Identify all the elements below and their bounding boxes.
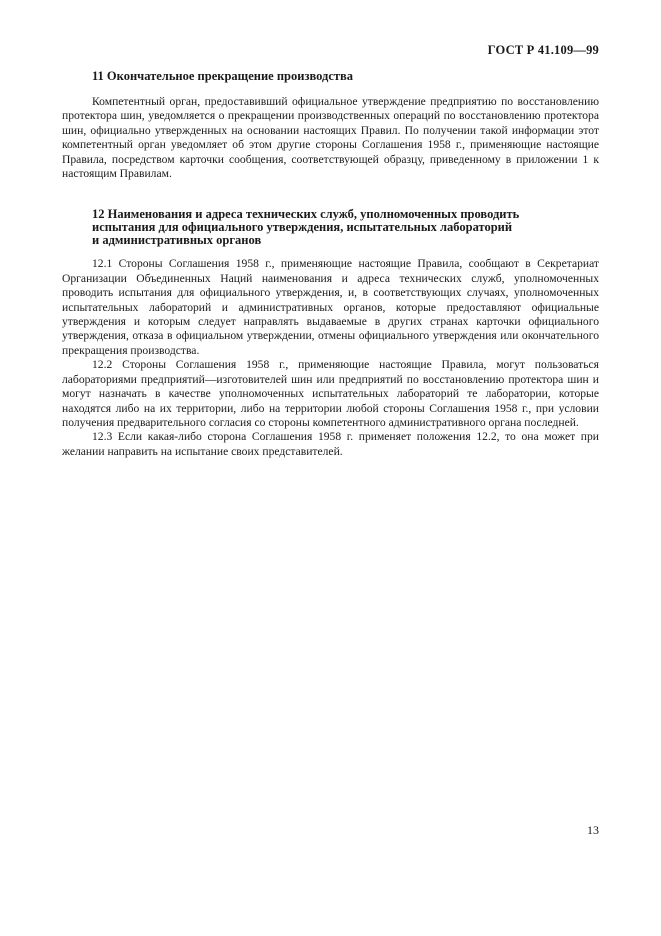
page-content xyxy=(62,70,599,459)
section-11 xyxy=(62,70,599,181)
clause-12-1: 12.1 Стороны Соглашения 1958 г., применяющие настоящие Правила, сообщают в Секретариат Организации Объединенных Наций наименования и адреса технических служб, уполномоченных проводить испытания для официального утверждения, и, в соответствующих случаях, уполномоченных испытательных лабораторий и административных органов, которые предоставляют официальные утверждения и которым следует направлять выдаваемые в других странах карточки официального утверждения, отказа в официальном утверждении, отмены официального утверждения или окончательного прекращения производства. xyxy=(62,257,599,357)
section-12-title-line-3: и административных органов xyxy=(92,233,262,248)
section-12-title xyxy=(62,208,599,247)
section-12 xyxy=(62,208,599,459)
page-number: 13 xyxy=(587,823,599,837)
section-11-paragraph: Компетентный орган, предоставивший официальное утверждение предприятию по восстановлению протектора шин, уведомляется о прекращении производственных операций по восстановлению протектора шин, официально утвержденных на основании настоящих Правил. По получении такой информации этот компетентный орган уведомляет об этом другие стороны Соглашения 1958 г., применяющие настоящие Правила, посредством карточки сообщения, соответствующей образцу, приведенному в приложении 1 к настоящим Правилам. xyxy=(62,95,599,181)
section-12-title-line-1: 12 Наименования и адреса технических служб, уполномоченных проводить xyxy=(92,207,520,222)
clause-12-3: 12.3 Если какая-либо сторона Соглашения 1958 г. применяет положения 12.2, то она может при желании направить на испытание своих представителей. xyxy=(62,430,599,458)
document-code: ГОСТ Р 41.109—99 xyxy=(487,43,599,57)
section-11-title: 11 Окончательное прекращение производства xyxy=(92,69,354,83)
section-12-title-line-2: испытания для официального утверждения, испытательных лабораторий xyxy=(92,220,513,235)
clause-12-2: 12.2 Стороны Соглашения 1958 г., применяющие настоящие Правила, могут пользоваться лабораториями предприятий—изготовителей шин или предприятий по восстановлению протектора шин и могут назначать в качестве уполномоченных испытательных лабораторий те лаборатории, которые находятся либо на их территории, либо на территории любой стороны Соглашения 1958 г., при условии получения предварительного согласия со стороны компетентного административного органа последней. xyxy=(62,358,599,429)
